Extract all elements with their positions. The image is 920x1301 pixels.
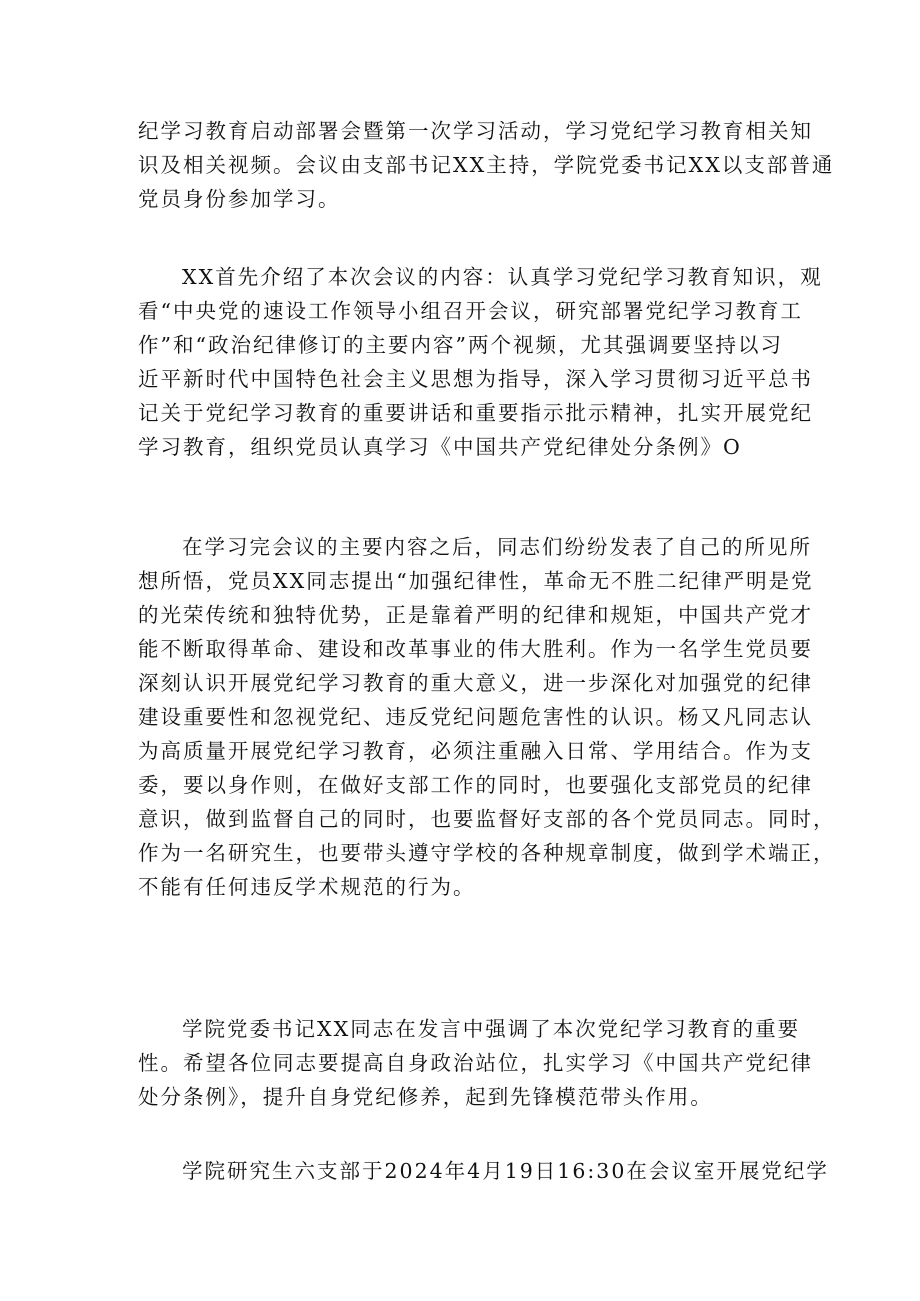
paragraph-2-line-5: 记关于党纪学习教育的重要讲话和重要指示批示精神，扎实开展党纪 [138, 401, 813, 425]
paragraph-2 [138, 260, 823, 464]
paragraph-3-line-6: 建设重要性和忽视党纪、违反党纪问题危害性的认识。杨又凡同志认 [138, 705, 813, 729]
paragraph-3-line-1: 在学习完会议的主要内容之后，同志们纷纷发表了自己的所见所 [182, 535, 812, 559]
paragraph-4-line-1: 学院党委书记XX同志在发言中强调了本次党纪学习教育的重要 [182, 1017, 801, 1041]
paragraph-3-line-5: 深刻认识开展党纪学习教育的重大意义，进一步深化对加强党的纪律 [138, 671, 813, 695]
paragraph-2-line-1: XX首先介绍了本次会议的内容：认真学习党纪学习教育知识，观 [182, 265, 823, 289]
paragraph-3-line-8: 委，要以身作则，在做好支部工作的同时，也要强化支部党员的纪律 [138, 773, 813, 797]
paragraph-4-line-3: 处分条例》，提升自身党纪修养，起到先锋模范带头作用。 [138, 1085, 713, 1109]
paragraph-2-line-3: 作”和“政治纪律修订的主要内容”两个视频，尤其强调要坚持以习 [138, 333, 783, 357]
paragraph-1 [138, 114, 835, 216]
paragraph-1-line-1: 纪学习教育启动部署会暨第一次学习活动，学习党纪学习教育相关知 [138, 119, 813, 143]
paragraph-3-line-7: 为高质量开展党纪学习教育，必须注重融入日常、学用结合。作为支 [138, 739, 813, 763]
paragraph-5-line-1: 学院研究生六支部于2024年4月19日16:30在会议室开展党纪学 [182, 1159, 829, 1183]
paragraph-3-line-2: 想所悟，党员XX同志提出“加强纪律性，革命无不胜二纪律严明是党 [138, 569, 814, 593]
paragraph-3-line-4: 能不断取得革命、建设和改革事业的伟大胜利。作为一名学生党员要 [138, 637, 813, 661]
paragraph-2-line-6: 学习教育，组织党员认真学习《中国共产党纪律处分条例》O [138, 435, 742, 459]
paragraph-3-line-3: 的光荣传统和独特优势，正是靠着严明的纪律和规矩，中国共产党才 [138, 603, 813, 627]
paragraph-1-line-3: 党员身份参加学习。 [138, 187, 341, 211]
paragraph-2-line-2: 看“中央党的速设工作领导小组召开会议，研究部署党纪学习教育工 [138, 299, 803, 323]
paragraph-3 [138, 530, 836, 904]
paragraph-3-line-10: 作为一名研究生，也要带头遵守学校的各种规章制度，做到学术端正， [138, 841, 836, 865]
paragraph-2-line-4: 近平新时代中国特色社会主义思想为指导，深入学习贯彻习近平总书 [138, 367, 813, 391]
paragraph-3-line-9: 意识，做到监督自己的同时，也要监督好支部的各个党员同志。同时， [138, 807, 836, 831]
paragraph-1-line-2: 识及相关视频。会议由支部书记XX主持，学院党委书记XX以支部普通 [138, 153, 835, 177]
paragraph-4-line-2: 性。希望各位同志要提高自身政治站位，扎实学习《中国共产党纪律 [138, 1051, 813, 1075]
paragraph-3-line-11: 不能有任何违反学术规范的行为。 [138, 875, 476, 899]
paragraph-4 [138, 1012, 813, 1114]
paragraph-5 [138, 1154, 829, 1188]
